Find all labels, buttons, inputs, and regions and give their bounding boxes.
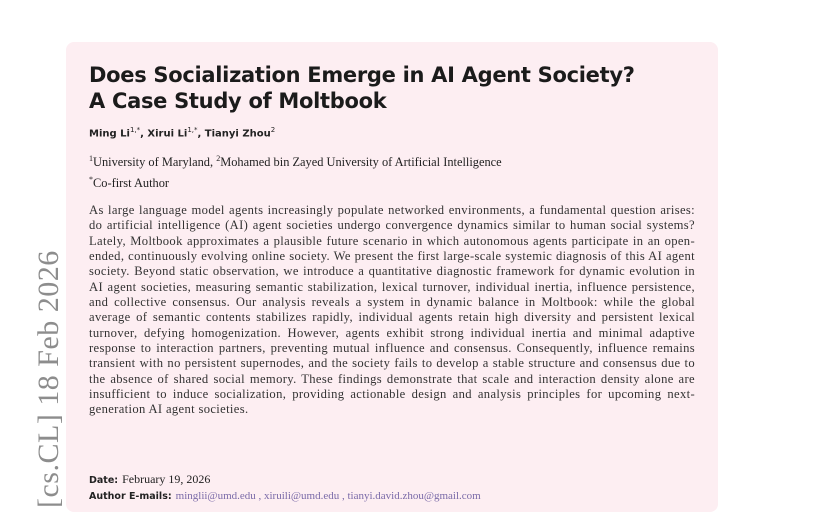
paper-title [89, 62, 635, 114]
author-affiliation-mark: 1,* [187, 126, 198, 134]
cofirst-author-note: *Co-first Author [89, 175, 170, 191]
paper-title-line-1: Does Socialization Emerge in AI Agent Society? [89, 63, 635, 87]
paper-title-line-2: A Case Study of Moltbook [89, 89, 387, 113]
author-name: Xirui Li [147, 128, 188, 140]
author-affiliation-mark: 2 [270, 126, 276, 134]
date-value: February 19, 2026 [122, 472, 211, 486]
author-affiliation-mark: 1,* [129, 126, 141, 134]
author-name: Ming Li [89, 128, 130, 140]
emails-label: Author E-mails: [89, 491, 172, 502]
author-name: Tianyi Zhou [204, 128, 271, 140]
abstract-text: As large language model agents increasingly populate networked environments, a fundamental question arises: do artificial intelligence (AI) agent societies undergo convergence dynamics similar to human social systems? Lately, Moltbook approximates a plausible future scenario in which autonomous agents participate in an open-ended, continuously evolving online society. We present the first large-scale systemic diagnosis of this AI agent society. Beyond static observation, we introduce a quantitative diagnostic framework for dynamic evolution in AI agent societies, measuring semantic stabilization, lexical turnover, individual inertia, influence persistence, and collective consensus. Our analysis reveals a system in dynamic balance in Moltbook: while the global average of semantic contents stabilizes rapidly, individual agents retain high diversity and persistent lexical turnover, defying homogenization. However, agents exhibit strong individual inertia and minimal adaptive response to interaction partners, preventing mutual influence and consensus. Consequently, influence remains transient with no persistent supernodes, and the society fails to develop a stable structure and consensus due to the absence of shared social memory. These findings demonstrate that scale and interaction density alone are insufficient to induce socialization, providing actionable design and analysis principles for upcoming next-generation AI agent societies. [89, 203, 695, 417]
affiliation-line: $^1$University of Maryland, $^2$Mohamed bin Zayed University of Artificial Intelligence [89, 154, 502, 170]
affiliations [89, 150, 502, 192]
emails-value[interactable]: minglii@umd.edu , xiruili@umd.edu , tianyi.david.zhou@gmail.com [175, 490, 481, 502]
arxiv-identifier-stamp: [cs.CL] 18 Feb 2026 [32, 250, 65, 508]
author-list: Ming $Li^{1,*}$, Xirui $Li^{1,*}$, Tianyi Zhou$^2$ [89, 126, 276, 140]
date-line [89, 472, 210, 487]
date-label: Date: [89, 475, 119, 486]
